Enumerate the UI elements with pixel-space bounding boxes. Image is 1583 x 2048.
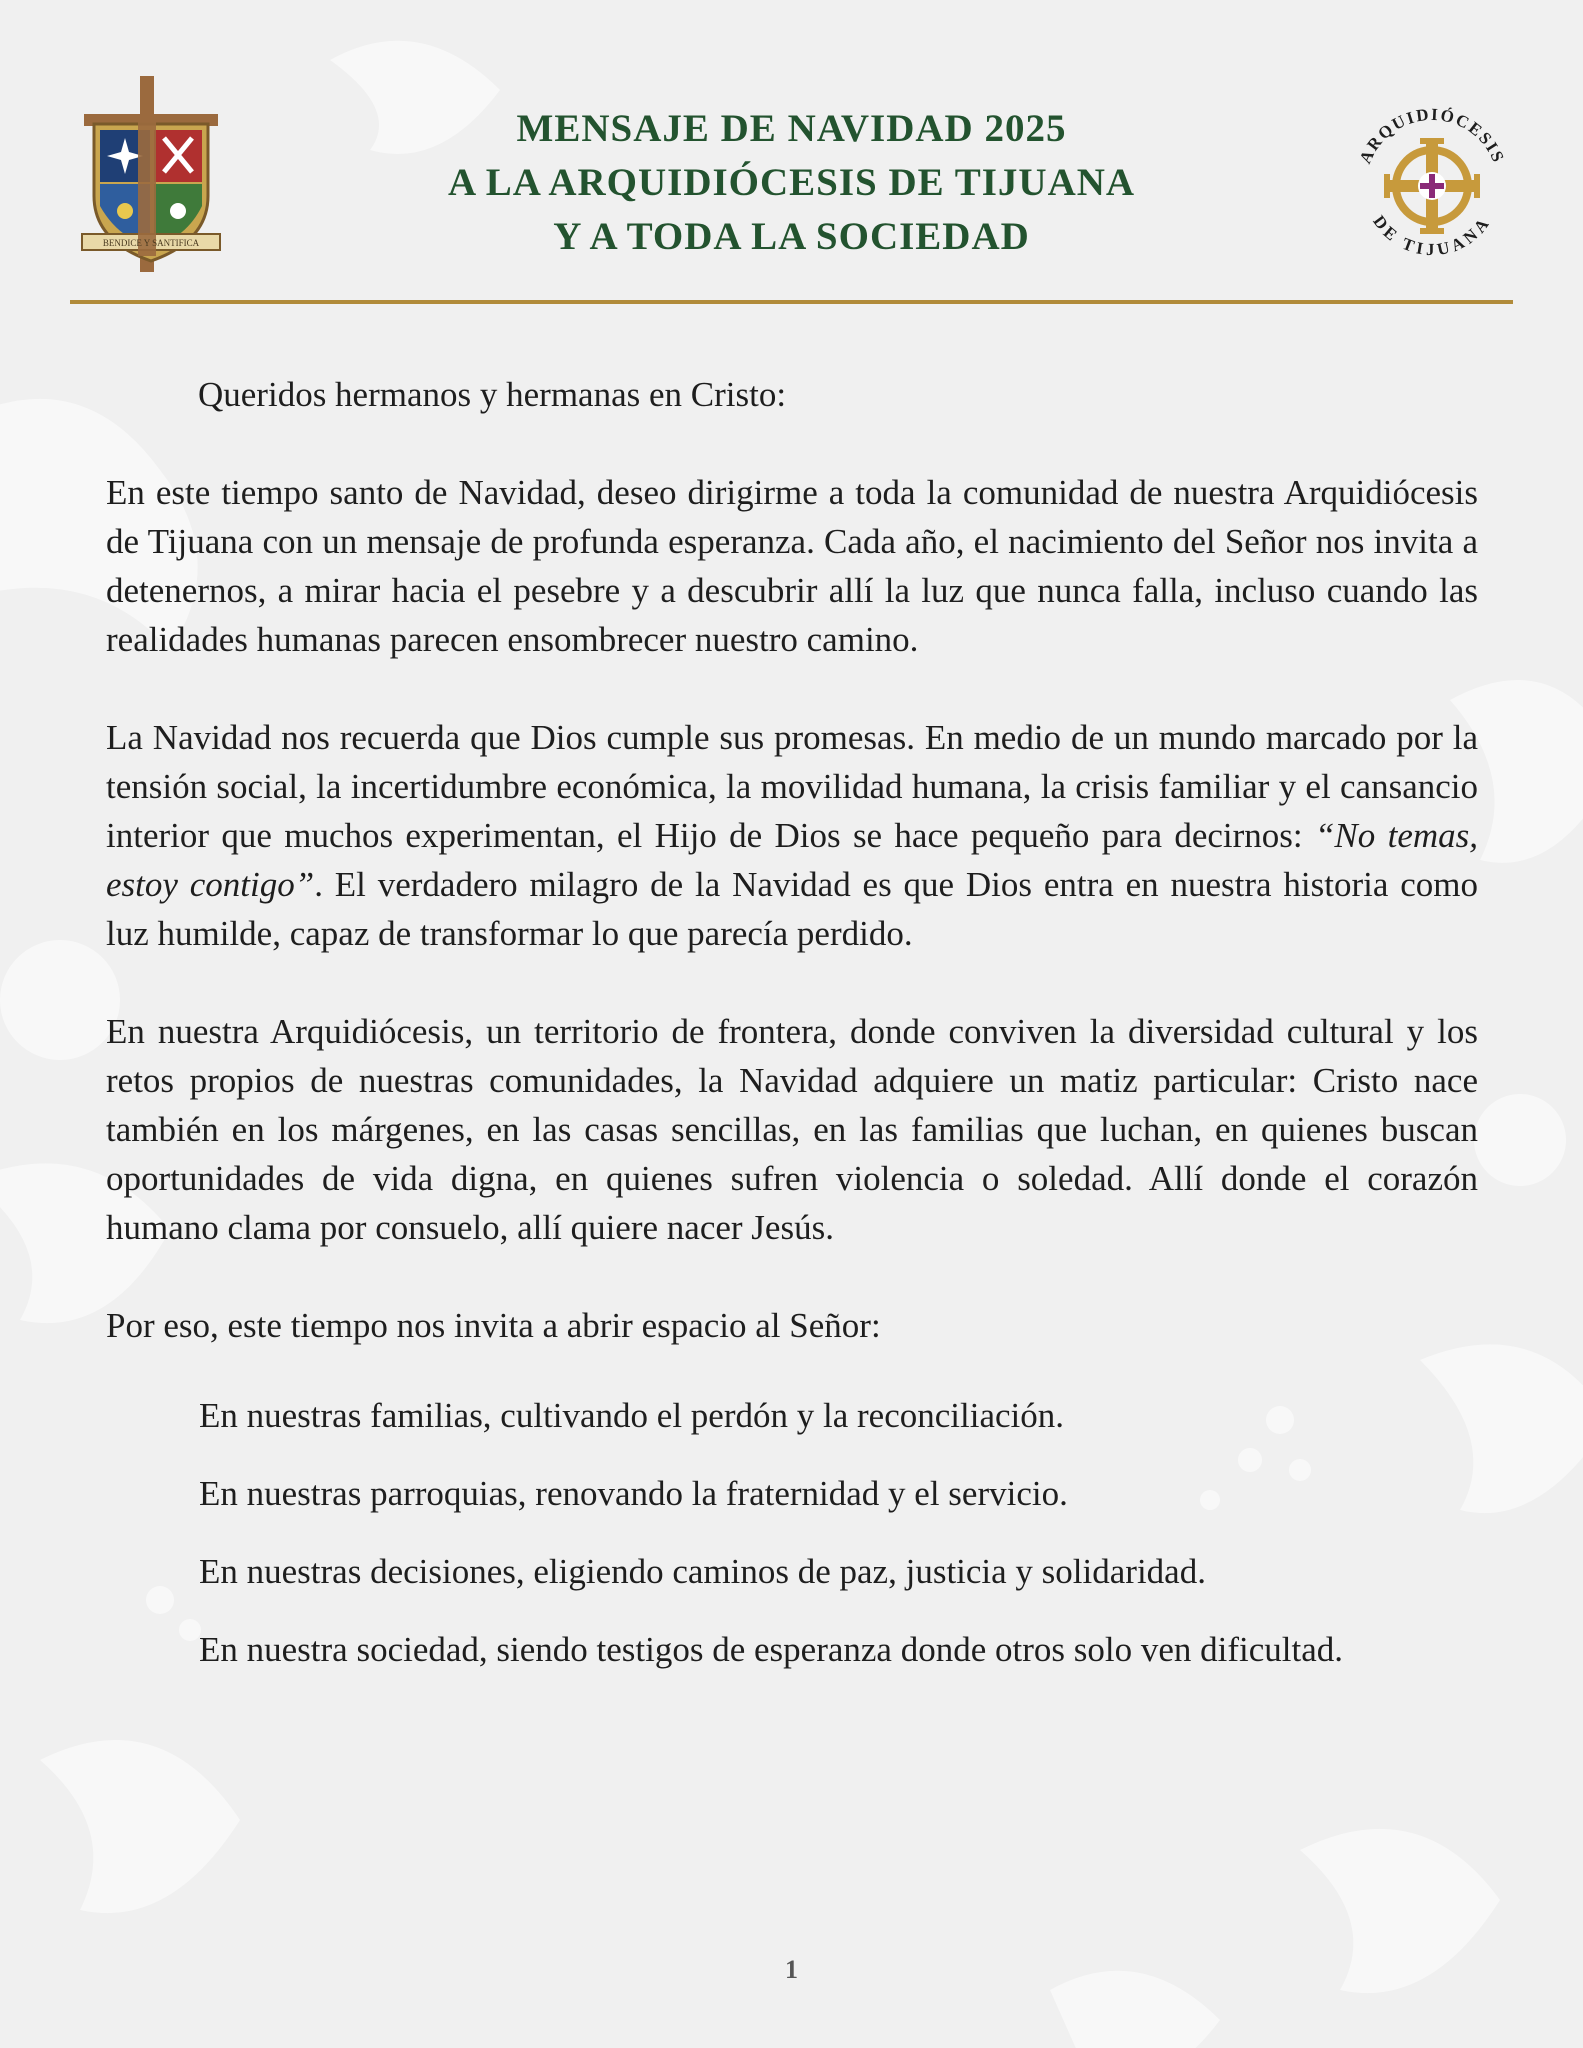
paragraph-2-text-a: La Navidad nos recuerda que Dios cumple sus promesas. En medio de un mundo marcado por la tensión social, la incertidumbre económica, la movilidad humana, la crisis familiar y el cansancio interior que muchos experimentan, el Hijo de Dios se hace pequeño para decirnos: [106, 718, 1478, 855]
paragraph-4: Por eso, este tiempo nos invita a abrir espacio al Señor: [106, 1306, 881, 1345]
header-divider [70, 300, 1513, 304]
list-item: En nuestras familias, cultivando el perdón y la reconciliación. [199, 1396, 1064, 1435]
paragraph-1: En este tiempo santo de Navidad, deseo dirigirme a toda la comunidad de nuestra Arquidiócesis de Tijuana con un mensaje de profunda esperanza. Cada año, el nacimiento del Señor nos invita a detenernos, a mirar hacia el pesebre y a descubrir allí la luz que nunca falla, incluso cuando las realidades humanas parecen ensombrecer nuestro camino. [106, 473, 1478, 659]
paragraph-2-text-b: . El verdadero milagro de la Navidad es que Dios entra en nuestra historia como luz humilde, capaz de transformar lo que parecía perdido. [106, 865, 1478, 953]
letter-body [106, 370, 1478, 1703]
greeting: Queridos hermanos y hermanas en Cristo: [198, 375, 787, 414]
letter-title [300, 102, 1283, 264]
archdiocese-seal-icon [1346, 100, 1518, 272]
title-line-3: Y A TODA LA SOCIEDAD [553, 215, 1030, 258]
title-line-2: A LA ARQUIDIÓCESIS DE TIJUANA [447, 161, 1136, 204]
shield-motto: BENDICE Y SANTIFICA [102, 238, 200, 248]
list-item: En nuestra sociedad, siendo testigos de esperanza donde otros solo ven dificultad. [199, 1630, 1343, 1669]
seal-top-text: ARQUIDIÓCESIS [1355, 104, 1509, 167]
paragraph-3: En nuestra Arquidiócesis, un territorio de frontera, donde conviven la diversidad cultural y los retos propios de nuestras comunidades, la Navidad adquiere un matiz particular: Cristo nace también en los márgenes, en las casas sencillas, en las familias que luchan, en quienes buscan oportunidades de vida digna, en quienes sufren violencia o soledad. Allí donde el corazón humano clama por consuelo, allí quiere nacer Jesús. [106, 1012, 1478, 1247]
page-number: 1 [785, 1955, 798, 1984]
paragraph-2 [106, 713, 1478, 958]
invitation-list [199, 1391, 1478, 1674]
list-item: En nuestras decisiones, eligiendo caminos de paz, justicia y solidaridad. [199, 1552, 1206, 1591]
seal-bottom-text: DE TIJUANA [1369, 211, 1495, 260]
title-line-1: MENSAJE DE NAVIDAD 2025 [516, 107, 1067, 150]
paragraph-2-quote: “No temas, estoy contigo” [106, 816, 1479, 904]
archbishop-coat-of-arms-icon [78, 76, 224, 272]
list-item: En nuestras parroquias, renovando la fraternidad y el servicio. [199, 1474, 1068, 1513]
